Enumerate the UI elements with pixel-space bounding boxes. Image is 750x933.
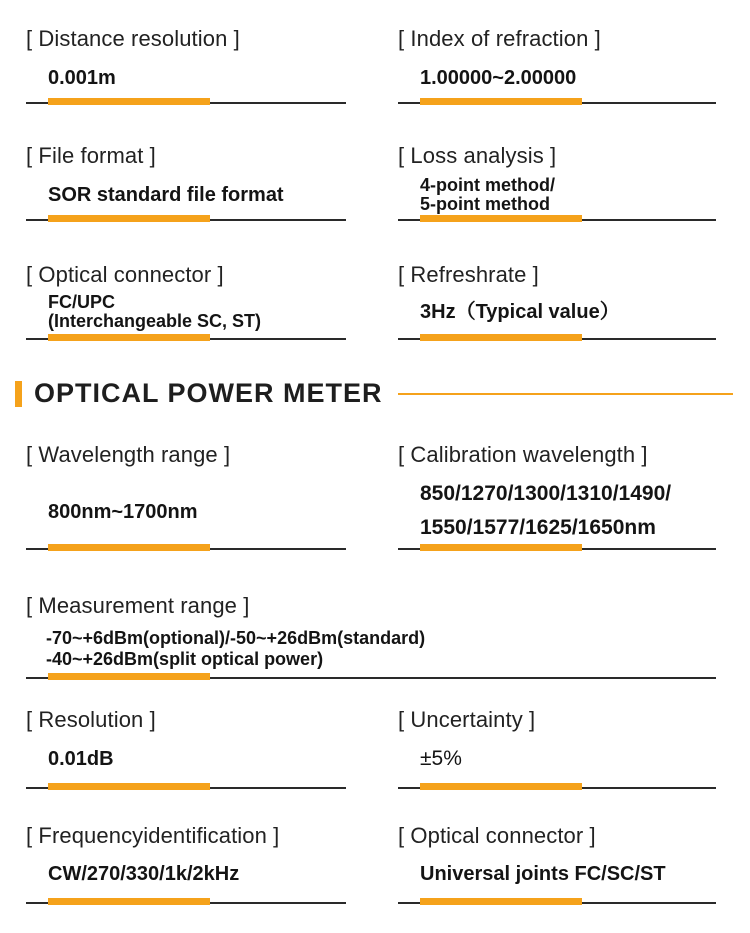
spec-value-line-2: 5-point method: [420, 194, 550, 214]
accent-bar: [48, 898, 210, 905]
accent-bar: [420, 215, 582, 222]
spec-loss-analysis: [398, 143, 716, 228]
accent-bar: [420, 98, 582, 105]
spec-optical-connector-otdr: [26, 262, 346, 347]
spec-refreshrate: [398, 262, 716, 347]
accent-bar: [420, 334, 582, 341]
accent-bar: [48, 215, 210, 222]
accent-bar: [48, 783, 210, 790]
spec-value: 0.01dB: [48, 748, 114, 770]
spec-label: [ Resolution ]: [26, 707, 156, 732]
accent-bar: [48, 544, 210, 551]
accent-bar: [420, 783, 582, 790]
section-marker: [15, 381, 22, 407]
accent-bar: [48, 673, 210, 680]
spec-label: [ Wavelength range ]: [26, 442, 231, 467]
spec-index-of-refraction: [398, 26, 716, 111]
spec-value: 3Hz（Typical value）: [420, 301, 620, 323]
spec-distance-resolution: [26, 26, 346, 111]
spec-wavelength-range: [26, 442, 346, 557]
spec-label: [ Loss analysis ]: [398, 143, 557, 168]
spec-label: [ Index of refraction ]: [398, 26, 601, 51]
spec-value: CW/270/330/1k/2kHz: [48, 863, 240, 885]
spec-label: [ Optical connector ]: [26, 262, 224, 287]
spec-value-line-1: FC/UPC: [48, 292, 115, 312]
spec-label: [ Frequencyidentification ]: [26, 823, 280, 848]
accent-bar: [420, 544, 582, 551]
spec-resolution: [26, 707, 346, 792]
spec-measurement-range: [26, 593, 716, 683]
spec-value: 1.00000~2.00000: [420, 67, 577, 89]
accent-bar: [48, 98, 210, 105]
spec-value-line-2: -40~+26dBm(split optical power): [46, 649, 324, 669]
spec-label: [ File format ]: [26, 143, 156, 168]
spec-value-line-2: (Interchangeable SC, ST): [48, 311, 262, 331]
spec-value: ±5%: [420, 747, 462, 770]
spec-value-line-1: 850/1270/1300/1310/1490/: [420, 482, 672, 505]
spec-value: SOR standard file format: [48, 184, 284, 206]
spec-value-line-2: 1550/1577/1625/1650nm: [420, 516, 656, 539]
spec-value: Universal joints FC/SC/ST: [420, 863, 666, 885]
spec-file-format: [26, 143, 346, 228]
spec-frequency-identification: [26, 823, 346, 908]
spec-label: [ Calibration wavelength ]: [398, 442, 648, 467]
spec-optical-connector-opm: [398, 823, 716, 908]
spec-value-line-1: -70~+6dBm(optional)/-50~+26dBm(standard): [46, 628, 426, 648]
spec-label: [ Uncertainty ]: [398, 707, 536, 732]
accent-bar: [48, 334, 210, 341]
spec-uncertainty: [398, 707, 716, 792]
spec-label: [ Distance resolution ]: [26, 26, 240, 51]
section-divider: [398, 393, 733, 395]
section-title: OPTICAL POWER METER: [34, 378, 383, 408]
spec-label: [ Refreshrate ]: [398, 262, 539, 287]
spec-calibration-wavelength: [398, 442, 716, 557]
spec-label: [ Measurement range ]: [26, 593, 250, 618]
spec-value: 0.001m: [48, 67, 116, 89]
spec-label: [ Optical connector ]: [398, 823, 596, 848]
accent-bar: [420, 898, 582, 905]
spec-value-line-1: 4-point method/: [420, 175, 555, 195]
spec-value: 800nm~1700nm: [48, 501, 198, 523]
